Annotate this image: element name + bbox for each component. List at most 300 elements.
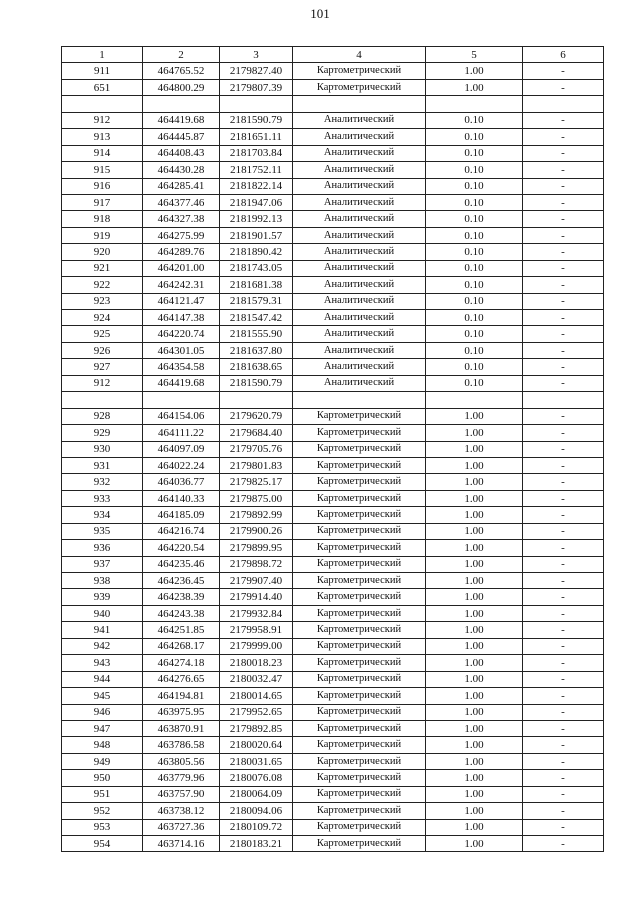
note-cell: - <box>523 556 604 572</box>
method-cell: Аналитический <box>293 227 426 243</box>
table-row <box>62 227 604 243</box>
point-number-cell: 931 <box>62 457 143 473</box>
accuracy-cell: 0.10 <box>426 129 523 145</box>
table-row <box>62 523 604 539</box>
y-coordinate-cell: 2179999.00 <box>220 638 293 654</box>
x-coordinate-cell: 464275.99 <box>143 227 220 243</box>
x-coordinate-cell: 464242.31 <box>143 277 220 293</box>
y-coordinate-cell: 2180094.06 <box>220 803 293 819</box>
x-coordinate-cell: 463757.90 <box>143 786 220 802</box>
accuracy-cell: 1.00 <box>426 688 523 704</box>
note-cell: - <box>523 227 604 243</box>
table-row <box>62 655 604 671</box>
method-cell: Аналитический <box>293 211 426 227</box>
accuracy-cell: 0.10 <box>426 178 523 194</box>
table-row <box>62 408 604 424</box>
method-cell: Аналитический <box>293 342 426 358</box>
method-cell: Аналитический <box>293 194 426 210</box>
point-number-cell: 942 <box>62 638 143 654</box>
point-number-cell: 922 <box>62 277 143 293</box>
point-number-cell: 930 <box>62 441 143 457</box>
x-coordinate-cell: 463870.91 <box>143 720 220 736</box>
note-cell: - <box>523 490 604 506</box>
y-coordinate-cell: 2181947.06 <box>220 194 293 210</box>
y-coordinate-cell <box>220 392 293 408</box>
table-row <box>62 145 604 161</box>
accuracy-cell: 1.00 <box>426 671 523 687</box>
accuracy-cell: 0.10 <box>426 277 523 293</box>
x-coordinate-cell: 463779.96 <box>143 770 220 786</box>
note-cell: - <box>523 342 604 358</box>
accuracy-cell: 1.00 <box>426 622 523 638</box>
table-row <box>62 293 604 309</box>
x-coordinate-cell: 464236.45 <box>143 573 220 589</box>
point-number-cell: 951 <box>62 786 143 802</box>
accuracy-cell: 0.10 <box>426 359 523 375</box>
method-cell <box>293 392 426 408</box>
accuracy-cell <box>426 392 523 408</box>
x-coordinate-cell: 464097.09 <box>143 441 220 457</box>
point-number-cell: 920 <box>62 244 143 260</box>
x-coordinate-cell: 464354.58 <box>143 359 220 375</box>
point-number-cell: 935 <box>62 523 143 539</box>
table-row <box>62 605 604 621</box>
y-coordinate-cell: 2179892.85 <box>220 720 293 736</box>
accuracy-cell: 0.10 <box>426 310 523 326</box>
x-coordinate-cell <box>143 96 220 112</box>
table-row <box>62 260 604 276</box>
x-coordinate-cell: 464268.17 <box>143 638 220 654</box>
point-number-cell: 943 <box>62 655 143 671</box>
y-coordinate-cell: 2181590.79 <box>220 112 293 128</box>
method-cell: Аналитический <box>293 145 426 161</box>
accuracy-cell: 0.10 <box>426 211 523 227</box>
y-coordinate-cell: 2180183.21 <box>220 836 293 852</box>
table-row <box>62 490 604 506</box>
note-cell: - <box>523 244 604 260</box>
y-coordinate-cell: 2181822.14 <box>220 178 293 194</box>
note-cell: - <box>523 310 604 326</box>
accuracy-cell: 0.10 <box>426 145 523 161</box>
note-cell: - <box>523 589 604 605</box>
note-cell: - <box>523 753 604 769</box>
accuracy-cell: 1.00 <box>426 589 523 605</box>
accuracy-cell: 1.00 <box>426 737 523 753</box>
method-cell: Картометрический <box>293 737 426 753</box>
x-coordinate-cell: 464194.81 <box>143 688 220 704</box>
note-cell: - <box>523 457 604 473</box>
x-coordinate-cell: 463738.12 <box>143 803 220 819</box>
note-cell: - <box>523 178 604 194</box>
point-number-cell: 929 <box>62 425 143 441</box>
y-coordinate-cell: 2179825.17 <box>220 474 293 490</box>
y-coordinate-cell: 2181890.42 <box>220 244 293 260</box>
note-cell: - <box>523 720 604 736</box>
accuracy-cell: 0.10 <box>426 227 523 243</box>
method-cell: Картометрический <box>293 507 426 523</box>
point-number-cell: 923 <box>62 293 143 309</box>
method-cell: Аналитический <box>293 326 426 342</box>
note-cell: - <box>523 671 604 687</box>
y-coordinate-cell: 2181637.80 <box>220 342 293 358</box>
y-coordinate-cell: 2180014.65 <box>220 688 293 704</box>
y-coordinate-cell: 2180020.64 <box>220 737 293 753</box>
method-cell: Картометрический <box>293 523 426 539</box>
note-cell <box>523 392 604 408</box>
y-coordinate-cell: 2181547.42 <box>220 310 293 326</box>
accuracy-cell: 1.00 <box>426 720 523 736</box>
accuracy-cell <box>426 96 523 112</box>
point-number-cell: 927 <box>62 359 143 375</box>
table-row <box>62 589 604 605</box>
y-coordinate-cell: 2180018.23 <box>220 655 293 671</box>
accuracy-cell: 1.00 <box>426 819 523 835</box>
point-number-cell: 924 <box>62 310 143 326</box>
table-row <box>62 638 604 654</box>
method-cell: Картометрический <box>293 425 426 441</box>
table-row <box>62 720 604 736</box>
x-coordinate-cell: 463975.95 <box>143 704 220 720</box>
x-coordinate-cell: 464408.43 <box>143 145 220 161</box>
y-coordinate-cell: 2181651.11 <box>220 129 293 145</box>
note-cell: - <box>523 326 604 342</box>
point-number-cell: 915 <box>62 162 143 178</box>
y-coordinate-cell: 2179952.65 <box>220 704 293 720</box>
point-number-cell: 952 <box>62 803 143 819</box>
table-row <box>62 556 604 572</box>
table-row <box>62 211 604 227</box>
method-cell: Картометрический <box>293 688 426 704</box>
method-cell: Аналитический <box>293 293 426 309</box>
method-cell: Картометрический <box>293 836 426 852</box>
table-header-row <box>62 47 604 63</box>
note-cell: - <box>523 573 604 589</box>
point-number-cell: 651 <box>62 79 143 95</box>
accuracy-cell: 1.00 <box>426 770 523 786</box>
table-row <box>62 178 604 194</box>
y-coordinate-cell: 2181555.90 <box>220 326 293 342</box>
table-row <box>62 79 604 95</box>
method-cell: Картометрический <box>293 770 426 786</box>
point-number-cell: 914 <box>62 145 143 161</box>
table-row <box>62 671 604 687</box>
accuracy-cell: 0.10 <box>426 112 523 128</box>
x-coordinate-cell: 464235.46 <box>143 556 220 572</box>
accuracy-cell: 1.00 <box>426 79 523 95</box>
table-row <box>62 688 604 704</box>
note-cell: - <box>523 441 604 457</box>
note-cell: - <box>523 688 604 704</box>
x-coordinate-cell: 464220.74 <box>143 326 220 342</box>
note-cell: - <box>523 540 604 556</box>
y-coordinate-cell: 2181703.84 <box>220 145 293 161</box>
note-cell: - <box>523 79 604 95</box>
column-header: 2 <box>143 47 220 63</box>
table-row <box>62 836 604 852</box>
table-row <box>62 737 604 753</box>
table-row <box>62 573 604 589</box>
y-coordinate-cell: 2179892.99 <box>220 507 293 523</box>
y-coordinate-cell: 2179684.40 <box>220 425 293 441</box>
note-cell: - <box>523 129 604 145</box>
accuracy-cell: 1.00 <box>426 836 523 852</box>
point-number-cell: 949 <box>62 753 143 769</box>
accuracy-cell: 1.00 <box>426 523 523 539</box>
y-coordinate-cell: 2180031.65 <box>220 753 293 769</box>
y-coordinate-cell: 2179958.91 <box>220 622 293 638</box>
point-number-cell: 939 <box>62 589 143 605</box>
accuracy-cell: 1.00 <box>426 704 523 720</box>
x-coordinate-cell: 464285.41 <box>143 178 220 194</box>
note-cell: - <box>523 162 604 178</box>
y-coordinate-cell: 2181752.11 <box>220 162 293 178</box>
method-cell: Картометрический <box>293 457 426 473</box>
y-coordinate-cell: 2181992.13 <box>220 211 293 227</box>
method-cell: Аналитический <box>293 244 426 260</box>
point-number-cell: 918 <box>62 211 143 227</box>
x-coordinate-cell: 464430.28 <box>143 162 220 178</box>
x-coordinate-cell: 464243.38 <box>143 605 220 621</box>
column-header: 3 <box>220 47 293 63</box>
method-cell: Картометрический <box>293 490 426 506</box>
point-number-cell: 936 <box>62 540 143 556</box>
y-coordinate-cell: 2181901.57 <box>220 227 293 243</box>
table-row <box>62 375 604 391</box>
point-number-cell: 932 <box>62 474 143 490</box>
table-row <box>62 326 604 342</box>
note-cell: - <box>523 803 604 819</box>
table-row <box>62 819 604 835</box>
y-coordinate-cell: 2179932.84 <box>220 605 293 621</box>
method-cell: Аналитический <box>293 375 426 391</box>
note-cell: - <box>523 260 604 276</box>
y-coordinate-cell: 2181590.79 <box>220 375 293 391</box>
note-cell: - <box>523 474 604 490</box>
point-number-cell: 912 <box>62 375 143 391</box>
y-coordinate-cell: 2179827.40 <box>220 63 293 79</box>
y-coordinate-cell: 2180109.72 <box>220 819 293 835</box>
point-number-cell: 913 <box>62 129 143 145</box>
x-coordinate-cell: 464800.29 <box>143 79 220 95</box>
method-cell: Картометрический <box>293 786 426 802</box>
accuracy-cell: 0.10 <box>426 326 523 342</box>
accuracy-cell: 1.00 <box>426 803 523 819</box>
note-cell: - <box>523 211 604 227</box>
y-coordinate-cell: 2180032.47 <box>220 671 293 687</box>
table-row <box>62 244 604 260</box>
y-coordinate-cell: 2179875.00 <box>220 490 293 506</box>
accuracy-cell: 0.10 <box>426 293 523 309</box>
note-cell: - <box>523 359 604 375</box>
table-row <box>62 194 604 210</box>
y-coordinate-cell: 2181579.31 <box>220 293 293 309</box>
note-cell: - <box>523 737 604 753</box>
y-coordinate-cell: 2179807.39 <box>220 79 293 95</box>
method-cell: Картометрический <box>293 408 426 424</box>
method-cell: Картометрический <box>293 655 426 671</box>
note-cell: - <box>523 112 604 128</box>
note-cell: - <box>523 704 604 720</box>
table-row <box>62 770 604 786</box>
column-header: 1 <box>62 47 143 63</box>
method-cell: Аналитический <box>293 162 426 178</box>
method-cell: Картометрический <box>293 63 426 79</box>
x-coordinate-cell: 463727.36 <box>143 819 220 835</box>
point-number-cell: 946 <box>62 704 143 720</box>
method-cell: Аналитический <box>293 129 426 145</box>
point-number-cell: 954 <box>62 836 143 852</box>
x-coordinate-cell: 464220.54 <box>143 540 220 556</box>
note-cell: - <box>523 375 604 391</box>
x-coordinate-cell: 464216.74 <box>143 523 220 539</box>
point-number-cell: 947 <box>62 720 143 736</box>
accuracy-cell: 1.00 <box>426 490 523 506</box>
method-cell: Аналитический <box>293 359 426 375</box>
method-cell: Аналитический <box>293 260 426 276</box>
y-coordinate-cell: 2179914.40 <box>220 589 293 605</box>
table-row <box>62 162 604 178</box>
note-cell: - <box>523 786 604 802</box>
x-coordinate-cell: 464274.18 <box>143 655 220 671</box>
table-row <box>62 540 604 556</box>
x-coordinate-cell: 464140.33 <box>143 490 220 506</box>
point-number-cell: 937 <box>62 556 143 572</box>
column-header: 6 <box>523 47 604 63</box>
table-row <box>62 622 604 638</box>
x-coordinate-cell: 464765.52 <box>143 63 220 79</box>
method-cell: Картометрический <box>293 441 426 457</box>
point-number-cell: 940 <box>62 605 143 621</box>
accuracy-cell: 1.00 <box>426 63 523 79</box>
method-cell: Картометрический <box>293 753 426 769</box>
method-cell: Картометрический <box>293 573 426 589</box>
point-number-cell <box>62 96 143 112</box>
accuracy-cell: 1.00 <box>426 540 523 556</box>
method-cell: Картометрический <box>293 819 426 835</box>
x-coordinate-cell: 464301.05 <box>143 342 220 358</box>
table-body <box>62 63 604 852</box>
point-number-cell: 917 <box>62 194 143 210</box>
method-cell: Картометрический <box>293 474 426 490</box>
point-number-cell: 926 <box>62 342 143 358</box>
point-number-cell: 925 <box>62 326 143 342</box>
note-cell: - <box>523 425 604 441</box>
x-coordinate-cell: 464036.77 <box>143 474 220 490</box>
accuracy-cell: 1.00 <box>426 507 523 523</box>
accuracy-cell: 0.10 <box>426 342 523 358</box>
table-row <box>62 425 604 441</box>
y-coordinate-cell: 2179801.83 <box>220 457 293 473</box>
accuracy-cell: 1.00 <box>426 638 523 654</box>
note-cell: - <box>523 408 604 424</box>
note-cell: - <box>523 523 604 539</box>
point-number-cell: 934 <box>62 507 143 523</box>
table-row <box>62 803 604 819</box>
method-cell: Картометрический <box>293 803 426 819</box>
point-number-cell: 921 <box>62 260 143 276</box>
note-cell <box>523 96 604 112</box>
x-coordinate-cell: 463714.16 <box>143 836 220 852</box>
table-row <box>62 96 604 112</box>
table-row <box>62 129 604 145</box>
method-cell: Картометрический <box>293 720 426 736</box>
method-cell: Картометрический <box>293 605 426 621</box>
method-cell <box>293 96 426 112</box>
accuracy-cell: 0.10 <box>426 162 523 178</box>
table-row <box>62 342 604 358</box>
accuracy-cell: 1.00 <box>426 786 523 802</box>
method-cell: Картометрический <box>293 622 426 638</box>
accuracy-cell: 1.00 <box>426 425 523 441</box>
x-coordinate-cell: 463786.58 <box>143 737 220 753</box>
accuracy-cell: 1.00 <box>426 474 523 490</box>
accuracy-cell: 1.00 <box>426 441 523 457</box>
point-number-cell: 953 <box>62 819 143 835</box>
y-coordinate-cell: 2179907.40 <box>220 573 293 589</box>
x-coordinate-cell: 464121.47 <box>143 293 220 309</box>
accuracy-cell: 0.10 <box>426 375 523 391</box>
point-number-cell: 933 <box>62 490 143 506</box>
table-row <box>62 63 604 79</box>
note-cell: - <box>523 507 604 523</box>
table-row <box>62 507 604 523</box>
point-number-cell: 945 <box>62 688 143 704</box>
x-coordinate-cell: 464445.87 <box>143 129 220 145</box>
point-number-cell <box>62 392 143 408</box>
column-header: 5 <box>426 47 523 63</box>
y-coordinate-cell: 2179899.95 <box>220 540 293 556</box>
method-cell: Картометрический <box>293 671 426 687</box>
x-coordinate-cell: 464201.00 <box>143 260 220 276</box>
table-row <box>62 786 604 802</box>
y-coordinate-cell: 2179898.72 <box>220 556 293 572</box>
point-number-cell: 941 <box>62 622 143 638</box>
note-cell: - <box>523 836 604 852</box>
y-coordinate-cell: 2179900.26 <box>220 523 293 539</box>
x-coordinate-cell: 464185.09 <box>143 507 220 523</box>
x-coordinate-cell <box>143 392 220 408</box>
coordinates-table <box>61 46 604 852</box>
method-cell: Картометрический <box>293 704 426 720</box>
x-coordinate-cell: 464327.38 <box>143 211 220 227</box>
accuracy-cell: 1.00 <box>426 605 523 621</box>
x-coordinate-cell: 464276.65 <box>143 671 220 687</box>
method-cell: Картометрический <box>293 589 426 605</box>
table-row <box>62 441 604 457</box>
note-cell: - <box>523 638 604 654</box>
note-cell: - <box>523 194 604 210</box>
x-coordinate-cell: 464111.22 <box>143 425 220 441</box>
table-row <box>62 392 604 408</box>
x-coordinate-cell: 464154.06 <box>143 408 220 424</box>
accuracy-cell: 0.10 <box>426 194 523 210</box>
y-coordinate-cell: 2181681.38 <box>220 277 293 293</box>
method-cell: Картометрический <box>293 638 426 654</box>
point-number-cell: 948 <box>62 737 143 753</box>
y-coordinate-cell: 2180076.08 <box>220 770 293 786</box>
table-row <box>62 310 604 326</box>
note-cell: - <box>523 655 604 671</box>
y-coordinate-cell: 2179620.79 <box>220 408 293 424</box>
y-coordinate-cell: 2181743.05 <box>220 260 293 276</box>
accuracy-cell: 1.00 <box>426 655 523 671</box>
note-cell: - <box>523 277 604 293</box>
point-number-cell: 916 <box>62 178 143 194</box>
x-coordinate-cell: 464251.85 <box>143 622 220 638</box>
method-cell: Картометрический <box>293 556 426 572</box>
note-cell: - <box>523 622 604 638</box>
point-number-cell: 938 <box>62 573 143 589</box>
